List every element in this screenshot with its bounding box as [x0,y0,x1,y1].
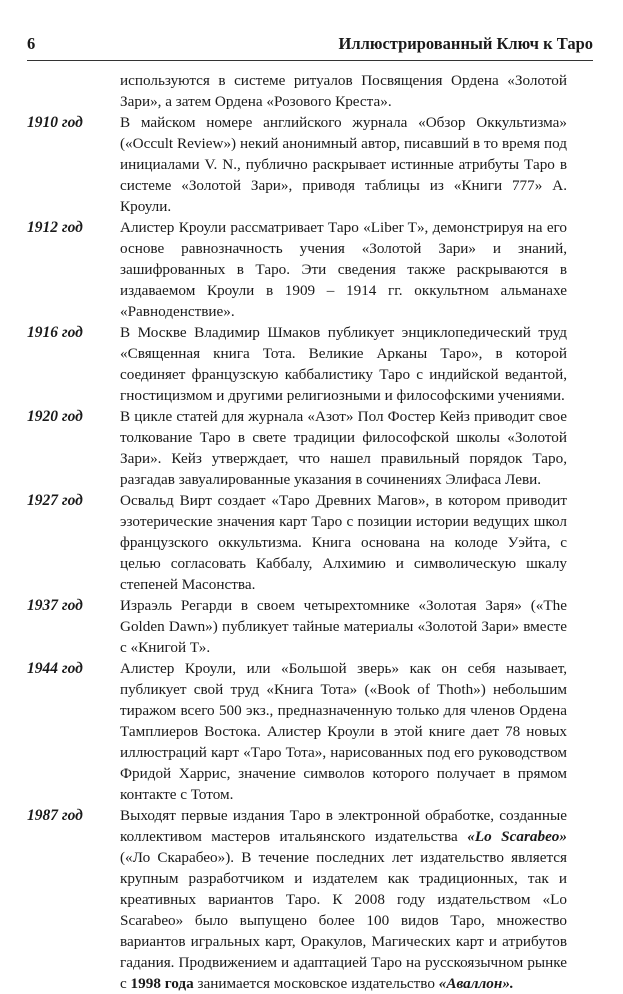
page-header [27,34,593,56]
entry-1916 [27,322,567,406]
entry-1937 [27,595,567,658]
text-part: занимается московское издательство [193,975,439,992]
entry-1927 [27,490,567,595]
entry-year: 1927 год [27,492,83,509]
page-number: 6 [27,34,36,53]
entry-text: Алистер Кроули рассматривает Таро «Liber T», демонстрируя на его основе равнозначность учения «Золотой Зари» и знаний, зашифрованных в Таро. Эти сведения также раскрываются в издаваемом Кроули в 1909 – 1914 гг. оккультном альманахе «Равноденствие». [120,219,567,320]
entry-text: Освальд Вирт создает «Таро Древних Магов», в котором приводит эзотерические значения карт Таро с позиции истории ведущих школ французского оккультизма. Книга основана на колоде Уэйта, с целью согласовать Каббалу, Алхимию и символическую шкалу степеней Масонства. [120,492,567,593]
entry-year: 1987 год [27,807,83,824]
entry-text: Израэль Регарди в своем четырехтомнике «Золотая Заря» («The Golden Dawn») публикует тайные материалы «Золотой Зари» вместе с «Книгой Т». [120,597,567,656]
entry-1912 [27,217,567,322]
publisher-avallon: «Аваллон». [438,975,514,992]
entry-year: 1910 год [27,114,83,131]
entry-text: используются в системе ритуалов Посвящения Ордена «Золотой Зари», а затем Ордена «Розового Креста». [120,72,567,110]
running-title: Иллюстрированный Ключ к Таро [338,34,593,53]
intro-paragraph [27,70,567,112]
entry-text: В Москве Владимир Шмаков публикует энциклопедический труд «Священная книга Тота. Великие Арканы Таро», в которой соединяет французскую каббалистику Таро с индийской ведантой, гностицизмом и другими религиозными и философскими учениями. [120,324,567,404]
entry-1910 [27,112,567,217]
entry-year: 1944 год [27,660,83,677]
entry-year: 1912 год [27,219,83,236]
text-part: («Ло Скарабео»). В течение последних лет издательство является крупным разработчиком и издателем как традиционных, так и креативных вариантов Таро. К 2008 году издательством «Lo Scarabeo» было выпущено более 100 видов Таро, множество вариантов игральных карт, Оракулов, Магических карт и атрибутов гадания. Продвижением и адаптацией Таро на русскоязычном рынке с [120,849,567,992]
entry-1920 [27,406,567,490]
entry-year: 1937 год [27,597,83,614]
entry-year: 1920 год [27,408,83,425]
entry-text: В цикле статей для журнала «Азот» Пол Фостер Кейз приводит свое толкование Таро в свете традиции философской школы «Золотой Зари». Кейз утверждает, что нашел правильный порядок Таро, разгадав завуалированные указания в сочинениях Элифаса Леви. [120,408,567,488]
text-part: Выходят первые издания Таро в электронной обработке, созданные коллективом мастеров итальянского издательства [120,807,567,845]
year-1998: 1998 года [130,975,194,992]
chronology-list [27,70,567,994]
header-rule [27,60,593,61]
publisher-lo-scarabeo: «Lo Scarabeo» [467,828,567,845]
entry-text: В майском номере английского журнала «Обзор Оккультизма» («Occult Review») некий анонимный автор, писавший в то время под инициалами V. N., публично раскрывает истинные атрибуты Таро в системе «Золотой Зари», приводя таблицы из «Книги 777» А. Кроули. [120,114,567,215]
entry-year: 1916 год [27,324,83,341]
entry-1944 [27,658,567,805]
entry-text: Алистер Кроули, или «Большой зверь» как он себя называет, публикует свой труд «Книга Тота» («Book of Thoth») небольшим тиражом всего 500 экз., предназначенную только для членов Ордена Тамплиеров Востока. Алистер Кроули в этой книге дает 78 новых иллюстраций карт «Таро Тота», нарисованных под его руководством Фридой Харрис, значение символов которого получает в прямом контакте с Тотом. [120,660,567,803]
